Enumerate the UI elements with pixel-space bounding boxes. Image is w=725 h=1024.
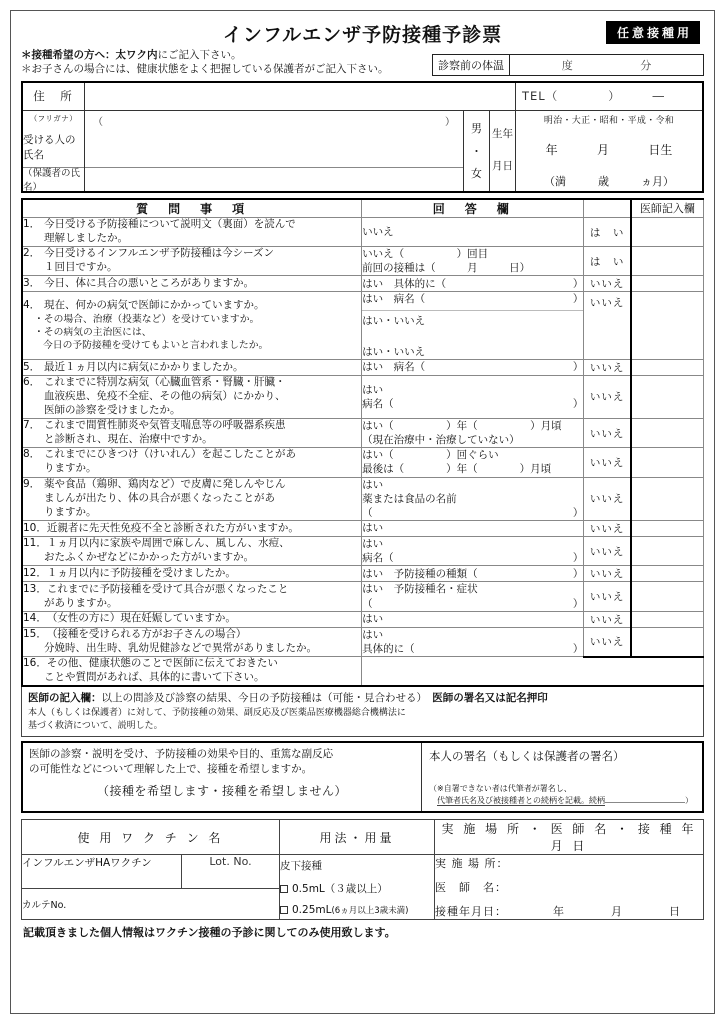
question-number-13: 13． [23, 582, 47, 595]
answer-line: はい 病名（ [362, 361, 426, 374]
answer-cell-14[interactable]: はい [362, 611, 584, 627]
col-header-question: 質 問 事 項 [22, 199, 362, 218]
answer-line: 病名（ [362, 552, 394, 565]
question-number-11: 11． [23, 537, 47, 550]
answer-cell-3[interactable] [362, 276, 584, 292]
temperature-unit-degree: 度 [561, 58, 573, 72]
era-selector[interactable]: 明治・大正・昭和・平成・令和 [543, 115, 675, 126]
answer-alt-1[interactable]: は い [584, 218, 631, 247]
question-text-6: 6． これまでに特別な病気（心臓血管系・腎臓・肝臓・ 血液疾患、免疫不全症、その他の病気）にかかり、 医師の診察を受けましたか。 [22, 375, 362, 418]
question-number-7: 7． [23, 419, 41, 432]
birth-month-label: 月 [596, 142, 609, 157]
answer-cell-13[interactable] [362, 582, 584, 611]
temperature-label: 診察前の体温 [433, 55, 510, 75]
question-text-8: 8． これまでにひきつけ（けいれん）を起こしたことがあ りますか。 [22, 448, 362, 477]
question-sub-4b: ・その病気の主治医には、 [34, 327, 152, 339]
sex-male[interactable]: 男 [471, 122, 482, 136]
answer-alt-15[interactable]: いいえ [584, 627, 631, 656]
answer-cell-1[interactable]: いいえ [362, 218, 584, 247]
birthdate-fields [516, 111, 702, 191]
place-field[interactable]: 実 施 場 所： [435, 857, 509, 871]
question-text-12: 12．１ヵ月以内に予防接種を受けましたか。 [22, 566, 362, 582]
doctor-signature-label[interactable]: 医師の署名又は記名押印 [432, 691, 548, 704]
question-text-13: 13．これまでに予防接種を受けて具合が悪くなったこと がありますか。 [22, 582, 362, 611]
answer-cell-7[interactable] [362, 418, 584, 447]
answer-alt-3[interactable]: いいえ [584, 276, 631, 292]
answer-paren: ） [572, 552, 584, 565]
table-row [22, 582, 704, 611]
answer-line: はい 予防接種の種類（ [362, 567, 478, 580]
furigana-close-paren: ） [445, 117, 455, 129]
question-number-5: 5． [23, 360, 41, 373]
answer-line: はい [362, 478, 384, 491]
form-header [21, 19, 704, 47]
answer-paren: ） [572, 293, 584, 306]
doctor-cell-12[interactable] [631, 566, 704, 582]
birthdate-label-line1: 生年 [492, 128, 513, 141]
answer-paren: ） [572, 361, 584, 374]
doctor-cell-5[interactable] [631, 359, 704, 375]
answer-alt-11[interactable]: いいえ [584, 537, 631, 566]
patient-info-block [21, 81, 704, 193]
status-badge: 任意接種用 [606, 21, 700, 44]
vaccine-col-header-place: 実 施 場 所 ・ 医 師 名 ・ 接 種 年 月 日 [435, 820, 704, 855]
question-text-9: 9． 薬や食品（鶏卵、鶏肉など）で皮膚に発しんやじん ましんが出たり、体の具合が悪くなったことがあ りますか。 [22, 477, 362, 521]
answer-alt-4[interactable]: いいえ [584, 292, 631, 360]
col-header-answer: 回 答 欄 [362, 199, 584, 218]
answer-cell-15[interactable] [362, 627, 584, 656]
answer-line: 最後は（ ）年（ ）月頃 [362, 463, 552, 476]
answer-cell-11[interactable] [362, 537, 584, 566]
doctor-cell-6[interactable] [631, 375, 704, 418]
address-input[interactable] [85, 83, 516, 110]
doctor-memo-line1 [28, 690, 697, 705]
address-row [23, 83, 702, 111]
table-row [22, 247, 704, 276]
doctor-name-field[interactable]: 医 師 名： [435, 881, 507, 895]
table-row [22, 611, 704, 627]
birth-day-label: 日生 [648, 142, 673, 157]
answer-line: 具体的に（ [362, 642, 415, 655]
question-number-15: 15． [23, 627, 47, 640]
question-number-12: 12． [23, 566, 47, 579]
date-month-label: 月 [611, 905, 623, 919]
dose-option-2[interactable]: 0.25mL(6ヵ月以上3歳未満) [280, 904, 434, 916]
answer-sub-4a[interactable]: はい・いいえ [362, 310, 583, 328]
table-row [22, 448, 704, 477]
age-input[interactable] [516, 171, 702, 191]
vaccine-row-1 [22, 855, 704, 889]
question-sub-4a: ・その場合、治療（投薬など）を受けていますか。 [34, 314, 260, 326]
consent-choice[interactable]: （接種を希望します・接種を希望しません） [96, 784, 347, 799]
answer-paren: ） [572, 506, 584, 519]
temperature-unit-minute: 分 [640, 58, 652, 72]
name-labels [23, 111, 85, 194]
answer-cell-10[interactable]: はい [362, 521, 584, 537]
answer-paren-open: （ [362, 597, 373, 610]
answer-line: はい [362, 383, 384, 396]
question-number-8: 8． [23, 448, 41, 461]
answer-alt-8[interactable]: いいえ [584, 448, 631, 477]
dose-option-1[interactable]: 0.5mL（３歳以上） [280, 881, 434, 896]
question-number-3: 3． [23, 276, 41, 289]
col-header-answer-no [584, 199, 631, 218]
furigana-input[interactable] [85, 111, 463, 131]
instruction-notes [21, 49, 389, 77]
dose-route: 皮下接種 [280, 860, 322, 873]
guardian-name-label: （保護者の氏名） [23, 167, 84, 191]
name-fields [85, 111, 464, 191]
answer-alt-7[interactable]: いいえ [584, 418, 631, 447]
question-text-14: 14．（女性の方に）現在妊娠していますか。 [22, 611, 362, 627]
answer-paren-open: （ [362, 506, 373, 519]
question-number-4: 4． [23, 299, 41, 312]
doctor-cell-13[interactable] [631, 582, 704, 611]
question-text-10: 10．近親者に先天性免疫不全と診断された方がいますか。 [22, 521, 362, 537]
answer-alt-12[interactable]: いいえ [584, 566, 631, 582]
table-row [22, 657, 704, 686]
doctor-cell-15[interactable] [631, 627, 704, 656]
page-title: インフルエンザ予防接種予診票 [222, 23, 503, 46]
furigana-label: （フリガナ） [29, 114, 78, 124]
answer-paren: ） [572, 597, 584, 610]
table-row [22, 537, 704, 566]
furigana-open-paren: （ [93, 117, 103, 129]
answer-line: はい（ ）回ぐらい [362, 449, 499, 462]
answer-cell-6[interactable] [362, 375, 584, 418]
signature-label: 本人の署名（もしくは保護者の署名） [429, 749, 625, 764]
vaccine-col-header-name: 使 用 ワ ク チ ン 名 [22, 820, 280, 855]
table-row [22, 521, 704, 537]
answer-alt-14[interactable]: いいえ [584, 611, 631, 627]
question-number-14: 14． [23, 612, 47, 625]
answer-cell-5[interactable] [362, 359, 584, 375]
date-day-label: 日 [669, 905, 681, 919]
table-row [22, 566, 704, 582]
answer-line: はい 病名（ [362, 293, 426, 306]
answer-cell-9[interactable] [362, 477, 584, 521]
tel-input[interactable]: TEL（ ） ― [522, 89, 665, 104]
doctor-memo-line2: 本人（もしくは保護者）に対して、予防接種の効果、副反応及び医薬品医療機器総合機構法に 基づく救済について、説明した。 [28, 707, 406, 731]
doctor-memo-block [21, 687, 704, 737]
checkbox-icon[interactable] [280, 885, 288, 893]
dose-options[interactable] [280, 855, 435, 920]
table-row [22, 627, 704, 656]
vaccine-col-header-dose: 用法・用量 [280, 820, 435, 855]
lot-no-input[interactable]: Lot. No. [182, 855, 280, 889]
sex-selector[interactable] [464, 111, 490, 191]
checkbox-icon[interactable] [280, 906, 288, 914]
doctor-cell-1[interactable] [631, 218, 704, 247]
question-text-11: 11．１ヵ月以内に家族や周囲で麻しん、風しん、水痘、 おたふくかぜなどにかかった方がいますか。 [22, 537, 362, 566]
answer-cell-8[interactable] [362, 448, 584, 477]
instruction-note-2: ＊お子さんの場合には、健康状態をよく把握している保護者がご記入下さい。 [21, 62, 389, 75]
age-open: （満 [544, 174, 566, 188]
doctor-cell-4[interactable] [631, 292, 704, 360]
signature-note: （※自署できない者は代筆者が署名し、 代筆者氏名及び被接種者との続柄を記載。続柄 ） [429, 783, 693, 805]
sex-female[interactable]: 女 [471, 167, 482, 181]
answer-line: はい 予防接種名・症状 [362, 583, 478, 596]
sex-separator: ・ [471, 144, 482, 158]
vaccine-name: インフルエンザHAワクチン [22, 855, 182, 889]
answer-alt-9[interactable]: いいえ [584, 477, 631, 521]
question-text-15: 15．（接種を受けられる方がお子さんの場合） 分娩時、出生時、乳幼児健診などで異常がありましたか。 [22, 627, 362, 656]
answer-cell-12[interactable] [362, 566, 584, 582]
answer-cell-16[interactable] [362, 657, 704, 686]
vaccine-record-table [21, 819, 704, 920]
table-row [22, 276, 704, 292]
doctor-memo-mid[interactable]: 以上の問診及び診察の結果、今日の予防接種は（可能・見合わせる） [101, 691, 422, 704]
table-row [22, 218, 704, 247]
question-number-2: 2． [23, 247, 41, 260]
answer-line: 薬または食品の名前 [362, 492, 457, 505]
date-year-label: 年 [553, 905, 565, 919]
question-text-3: 3． 今日、体に具合の悪いところがありますか。 [22, 276, 362, 292]
age-months-label: ヵ月） [641, 174, 674, 188]
doctor-cell-10[interactable] [631, 521, 704, 537]
table-row [22, 359, 704, 375]
answer-line: 病名（ [362, 397, 394, 410]
question-number-10: 10． [23, 521, 47, 534]
question-number-1: 1． [23, 218, 41, 231]
questionnaire-table [21, 198, 704, 687]
doctor-cell-7[interactable] [631, 418, 704, 447]
answer-paren: ） [572, 567, 584, 580]
question-sub-4c: 今日の予防接種を受けてもよいと言われましたか。 [43, 340, 269, 352]
doctor-cell-14[interactable] [631, 611, 704, 627]
age-years-label: 歳 [598, 174, 609, 188]
temperature-field[interactable] [432, 54, 704, 76]
consent-text: 医師の診察・説明を受け、予防接種の効果や目的、重篤な副反応 の可能性などについて理解した上で、接種を希望しますか。 [29, 748, 334, 775]
answer-alt-2[interactable]: は い [584, 247, 631, 276]
karte-no-input[interactable]: カルテNo. [22, 888, 280, 919]
birth-year-label: 年 [545, 142, 558, 157]
answer-cell-4[interactable] [362, 292, 584, 360]
col-header-doctor: 医師記入欄 [631, 199, 704, 218]
form-page [10, 10, 715, 1014]
answer-line: 前回の接種は（ 月 日） [362, 262, 531, 275]
question-text-4: 4． 現在、何かの病気で医師にかかっていますか。 ・その場合、治療（投薬など）を受けていますか。 ・その病気の主治医には、 今日の予防接種を受けてもよいと言われましたか。 [22, 292, 362, 360]
table-row [22, 375, 704, 418]
vaccine-header-row [22, 820, 704, 855]
birthdate-input[interactable] [516, 128, 702, 171]
answer-line: はい [362, 538, 384, 551]
administration-details[interactable] [435, 855, 704, 920]
birthdate-label [490, 111, 516, 191]
doctor-cell-11[interactable] [631, 537, 704, 566]
birthdate-label-line2: 月日 [492, 160, 513, 173]
answer-paren: ） [572, 397, 584, 410]
answer-alt-6[interactable]: いいえ [584, 375, 631, 418]
table-header-row [22, 199, 704, 218]
table-row [22, 292, 704, 360]
answer-cell-2[interactable] [362, 247, 584, 276]
question-text-2: 2． 今日受けるインフルエンザ予防接種は今シーズン １回目ですか。 [22, 247, 362, 276]
answer-alt-10[interactable]: いいえ [584, 521, 631, 537]
doctor-memo-label: 医師の記入欄： [28, 691, 102, 704]
question-number-9: 9． [23, 477, 41, 490]
name-row [23, 111, 702, 194]
question-text-5: 5． 最近１ヵ月以内に病気にかかりましたか。 [22, 359, 362, 375]
question-text-1: 1． 今日受ける予防接種について説明文（裏面）を読んで 理解しましたか。 [22, 218, 362, 247]
answer-line: はい（ ）年（ ）月頃 [362, 419, 562, 432]
answer-line: いいえ（ ）回目 [362, 248, 489, 261]
question-text-7: 7． これまで間質性肺炎や気管支喘息等の呼吸器系疾患 と診断され、現在、治療中ですか。 [22, 418, 362, 447]
answer-line: はい [362, 628, 384, 641]
answer-alt-13[interactable]: いいえ [584, 582, 631, 611]
doctor-cell-2[interactable] [631, 247, 704, 276]
question-number-16: 16． [23, 657, 47, 670]
answer-paren: ） [572, 277, 584, 290]
vaccination-date-field[interactable]: 接種年月日： 年 月 日 [435, 905, 681, 919]
answer-sub-4b[interactable]: はい・いいえ [362, 345, 426, 358]
consent-statement [23, 743, 422, 811]
answer-paren: ） [572, 642, 584, 655]
instruction-note-1: ＊接種希望の方へ：太ワク内にご記入下さい。 [21, 49, 242, 61]
table-row [22, 477, 704, 521]
recipient-name-label: 受ける人の氏名 [23, 133, 76, 161]
privacy-footer: 記載頂きました個人情報はワクチン接種の予診に関してのみ使用致します。 [23, 926, 396, 940]
signature-area[interactable] [422, 743, 702, 811]
question-number-6: 6． [23, 375, 41, 388]
table-row [22, 418, 704, 447]
answer-alt-5[interactable]: いいえ [584, 359, 631, 375]
question-text-16: 16．その他、健康状態のことで医師に伝えておきたい ことや質問があれば、具体的に書いて下さい。 [22, 657, 362, 686]
doctor-cell-8[interactable] [631, 448, 704, 477]
address-label: 住 所 [23, 83, 85, 110]
temperature-value[interactable] [510, 55, 703, 75]
recipient-name-input[interactable] [85, 131, 463, 167]
answer-line: （現在治療中・治療していない） [362, 434, 520, 447]
header-notes-row [21, 49, 704, 77]
consent-block [21, 741, 704, 813]
doctor-cell-9[interactable] [631, 477, 704, 521]
guardian-name-input[interactable] [85, 167, 463, 191]
answer-line: はい 具体的に（ [362, 277, 447, 290]
doctor-cell-3[interactable] [631, 276, 704, 292]
